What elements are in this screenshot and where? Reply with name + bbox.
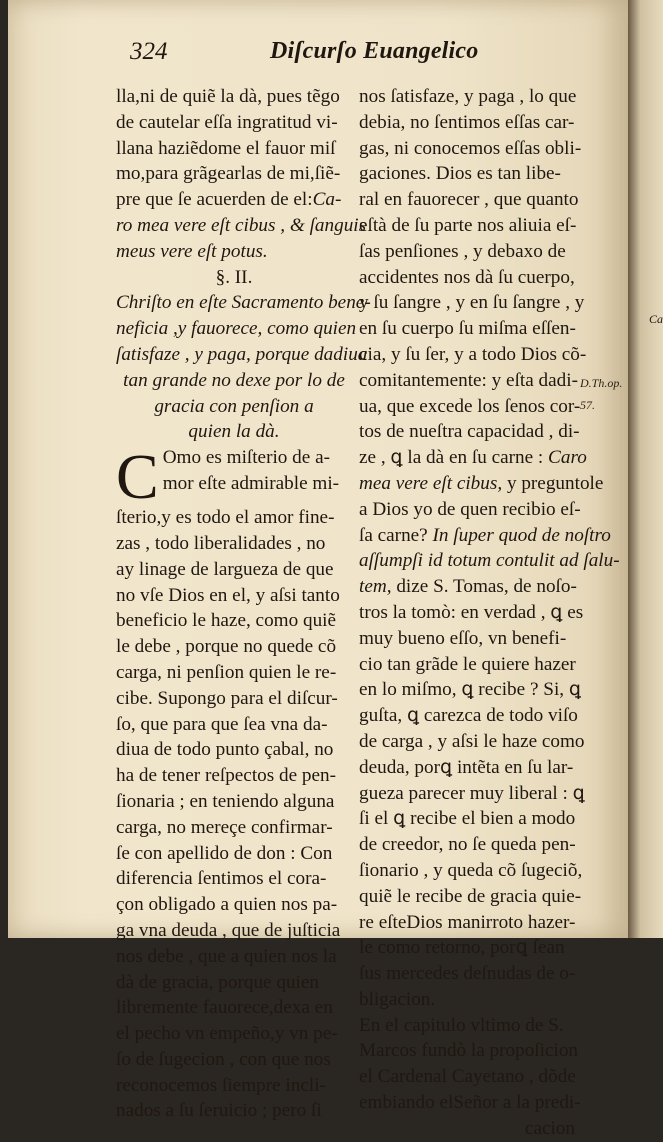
text-line: cibe. Supongo para el diſcur- (116, 687, 338, 709)
text-line: mor eſte admirable mi- (162, 472, 340, 494)
text-line: ha de tener reſpectos de pen- (116, 765, 337, 787)
text-line: cia, y ſu ſer, y a todo Dios cõ- (359, 343, 587, 365)
text-line (116, 187, 352, 213)
running-title: Diſcurſo Euangelico (270, 38, 479, 64)
text-line: ſas penſiones , y debaxo de (359, 240, 566, 262)
text-line: no vſe Dios en el, y aſsi tanto (116, 584, 340, 606)
latin-quote: Caro (548, 447, 587, 469)
text-line: en lo miſmo, ꝗ recibe ? Si, ꝗ (359, 679, 582, 701)
text-line: ua, que excede los ſenos cor- (359, 395, 581, 417)
text-line: beneficio le haze, como quiẽ (116, 610, 337, 632)
section-mark: §. II. (215, 266, 253, 288)
text-line: llana haziẽdome el fauor miſ (116, 137, 336, 159)
text-line: le como retorno, porꝗ ſean (359, 937, 565, 959)
text-line: debia, no ſentimos eſſas car- (359, 111, 575, 133)
text-line: tros la tomò: en verdad , ꝗ es (359, 601, 584, 623)
left-column (116, 84, 371, 1124)
text-line: eſtà de ſu parte nos aliuia eſ- (359, 214, 577, 236)
text-line: carga, ni penſion quien le re- (116, 661, 337, 683)
text-line: gas, ni conocemos eſſas obli- (359, 137, 582, 159)
text-line: de carga , y aſsi le haze como (359, 730, 585, 752)
text-line: libremente fauorece,dexa en (116, 997, 333, 1019)
text-line: el pecho vn empeño,y vn pe- (116, 1023, 338, 1045)
text-line: muy bueno eſſo, vn benefi- (359, 627, 567, 649)
text-line: en ſu cuerpo ſu miſma eſſen- (359, 318, 576, 340)
text-line (359, 471, 604, 497)
page-number: 324 (130, 38, 168, 65)
facing-page-fragment: Ca (649, 312, 663, 326)
text-line (359, 574, 575, 600)
text-line: ral en fauorecer , que quanto (359, 189, 579, 211)
text-line: ſionaria ; en teniendo alguna (116, 790, 335, 812)
text-line: tos de nueſtra capacidad , di- (359, 421, 580, 443)
text-span: pre que ſe acuerden de el: (116, 189, 313, 211)
text-line: carga, no mereçe confirmar- (116, 816, 333, 838)
text-line: le debe , porque no quede cõ (116, 636, 337, 658)
marginal-citation-line: 57. (580, 398, 595, 412)
text-line: ga vna deuda , que de juſticia (116, 919, 341, 941)
latin-quote: mea vere eſt cibus, (359, 472, 503, 494)
section-heading-line: gracia con penſion a (154, 395, 314, 417)
text-line: de creedor, no ſe queda pen- (359, 834, 576, 856)
text-span: ze , ꝗ la dà en ſu carne : (359, 447, 549, 469)
text-line: diua de todo punto çabal, no (116, 739, 334, 761)
section-heading-line: ſatisfaze , y paga, porque dadiua (116, 343, 368, 365)
section-heading-line: quien la dà. (188, 421, 280, 443)
text-line: ſo de ſugecion , con que nos (116, 1048, 331, 1070)
section-heading-line: neficia ,y fauorece, como quien (116, 318, 357, 340)
latin-quote: Ca- (312, 189, 342, 211)
latin-quote-line: aſſumpſi id totum contulit ad ſalu- (359, 550, 620, 572)
text-line: quiẽ le recibe de gracia quie- (359, 885, 582, 907)
dropcap-paragraph (116, 441, 352, 513)
text-line: el Cardenal Cayetano , dõde (359, 1066, 576, 1088)
text-line: Omo es miſterio de a- (162, 447, 330, 469)
text-line: deuda, porꝗ intẽta en ſu lar- (359, 756, 574, 778)
text-line: nos debe , que a quien nos la (116, 945, 337, 967)
facing-page-edge (628, 0, 663, 938)
text-line: re eſteDios manirroto hazer- (359, 911, 576, 933)
text-span: y preguntole (502, 472, 604, 494)
text-line: ſus mercedes deſnudas de o- (359, 963, 576, 985)
text-line: ſe con apellido de don : Con (116, 842, 333, 864)
text-line: ſterio,y es todo el amor fine- (116, 507, 335, 529)
drop-capital: C (116, 441, 159, 513)
text-line: zas , todo liberalidades , no (116, 532, 326, 554)
text-line: bligacion. (359, 988, 436, 1010)
text-line: a Dios yo de quen recibio eſ- (359, 498, 581, 520)
text-line: accidentes nos dà ſu cuerpo, (359, 266, 575, 288)
text-line: diferencia ſentimos el cora- (116, 868, 327, 890)
section-heading-line: tan grande no dexe por lo de (123, 369, 345, 391)
text-line: y ſu ſangre , y en ſu ſangre , y (359, 292, 585, 314)
text-line: ſi el ꝗ recibe el bien a modo (359, 808, 576, 830)
text-line: reconocemos ſiempre incli- (116, 1074, 326, 1096)
latin-quote: In ſuper quod de noſtro (432, 524, 611, 546)
text-line (359, 445, 587, 471)
text-line: lla,ni de quiẽ la dà, pues tẽgo (116, 86, 340, 107)
text-line: comitantemente: y eſta dadi- (359, 369, 578, 391)
text-line: nados a ſu ſeruicio ; pero ſi (116, 1100, 322, 1122)
latin-quote-line: meus vere eſt potus. (116, 240, 268, 262)
text-line: cio tan grãde le quiere hazer (359, 653, 576, 675)
text-line: çon obligado a quien nos pa- (116, 894, 338, 916)
text-line: gaciones. Dios es tan libe- (359, 163, 561, 185)
text-line: de cautelar eſſa ingratitud vi- (116, 111, 338, 133)
marginal-citation-line: D.Th.op. (580, 376, 623, 390)
text-line (359, 523, 611, 549)
text-line: ſionario , y queda cõ ſugeciõ, (359, 859, 583, 881)
text-line: En el capitulo vltimo de S. (359, 1014, 564, 1036)
text-line: mo,para grãgearlas de mi,ſiẽ- (116, 163, 341, 185)
text-line: ſo, que para que ſea vna da- (116, 713, 328, 735)
catchword: cacion (524, 1117, 575, 1139)
text-line: nos ſatisfaze, y paga , lo que (359, 86, 577, 107)
text-line: embiando elSeñor a la predi- (359, 1092, 581, 1114)
text-span: ſa carne? (359, 524, 433, 546)
latin-quote: tem, (359, 576, 392, 598)
text-line: ay linage de largueza de que (116, 558, 334, 580)
text-span: dize S. Tomas, de noſo- (391, 576, 577, 598)
marginal-citation (580, 372, 622, 416)
text-line: gueza parecer muy liberal : ꝗ (359, 782, 585, 804)
section-heading-line: Chriſto en eſte Sacramento bene- (116, 292, 371, 314)
text-line: dà de gracia, porque quien (116, 971, 319, 993)
latin-quote-line: ro mea vere eſt cibus , & ſanguis (116, 214, 367, 236)
text-line: Marcos fundò la propoſicion (359, 1040, 579, 1062)
text-line: guſta, ꝗ carezca de todo viſo (359, 705, 578, 727)
